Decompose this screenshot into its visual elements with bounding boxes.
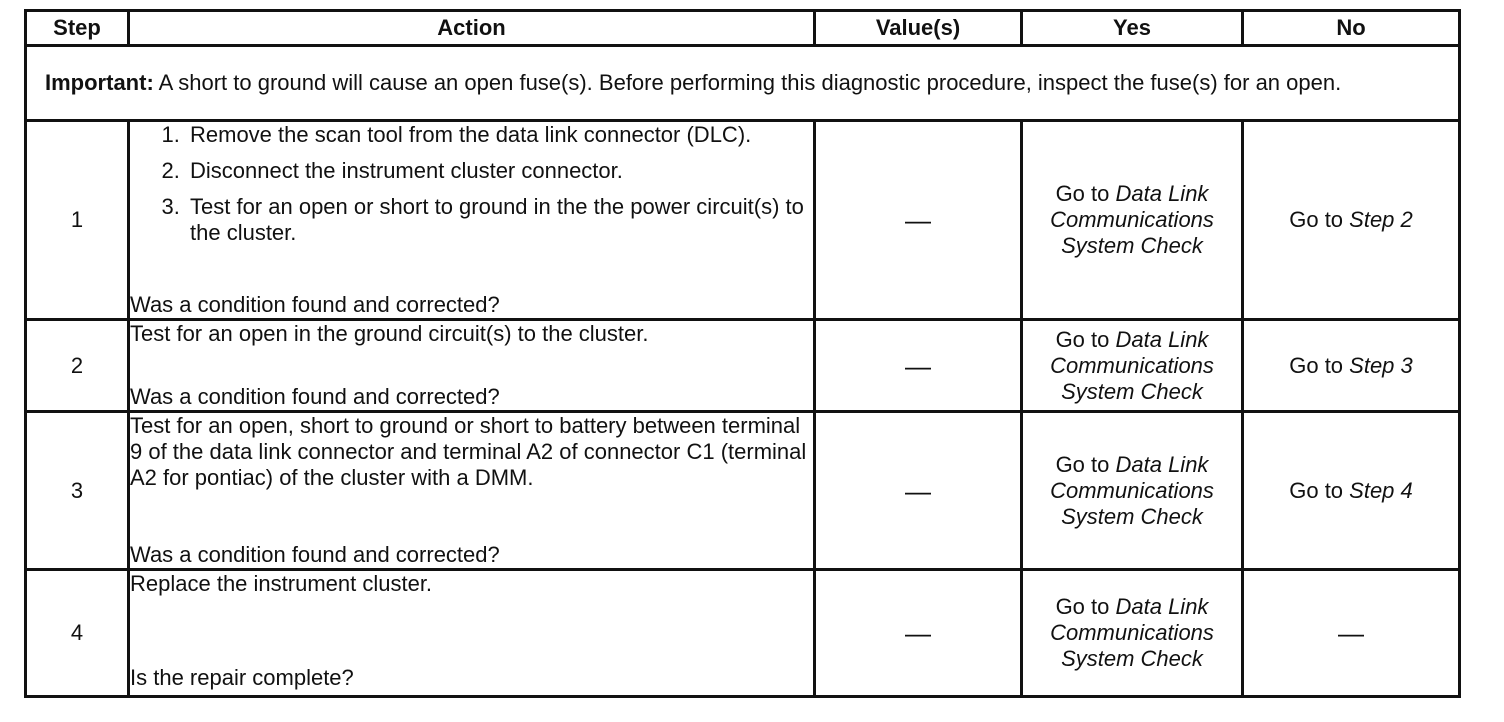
no-reference: Step 3 [1349, 352, 1413, 378]
no-prefix: Go to [1289, 352, 1350, 378]
table-row [26, 121, 1460, 320]
action-question: Was a condition found and corrected? [130, 292, 500, 317]
yes-reference: Data Link Communications System Check [1050, 181, 1214, 258]
action-cell [129, 121, 815, 320]
action-text: Replace the instrument cluster. [130, 571, 433, 596]
action-cell [129, 320, 815, 412]
yes-prefix: Go to [1055, 594, 1116, 619]
action-cell [129, 570, 815, 697]
step-number: 2 [26, 320, 129, 412]
action-question: Was a condition found and corrected? [130, 542, 500, 567]
diagnostic-table [24, 9, 1461, 698]
action-step-item: 2. Disconnect the instrument cluster connector. [186, 158, 813, 184]
yes-cell [1022, 412, 1243, 570]
action-text: Test for an open in the ground circuit(s) to the cluster. [130, 321, 649, 346]
important-text: A short to ground will cause an open fuse(s). Before performing this diagnostic procedure, inspect the fuse(s) for an open. [153, 70, 1342, 95]
value-cell: — [815, 570, 1022, 697]
value-cell: — [815, 412, 1022, 570]
no-reference: Step 4 [1349, 477, 1413, 503]
action-step-item: 1. Remove the scan tool from the data link connector (DLC). [186, 122, 813, 148]
action-steps-list [130, 122, 813, 256]
action-text: Test for an open, short to ground or short to battery between terminal 9 of the data link connector and terminal A2 of connector C1 (terminal A2 for pontiac) of the cluster with a DMM. [130, 413, 807, 490]
no-cell: — [1243, 570, 1460, 697]
header-yes: Yes [1022, 11, 1243, 46]
yes-reference: Data Link Communications System Check [1050, 594, 1214, 671]
step-number: 1 [26, 121, 129, 320]
action-cell [129, 412, 815, 570]
no-prefix: Go to [1289, 207, 1350, 232]
step-number: 3 [26, 412, 129, 570]
action-step-item: 3. Test for an open or short to ground in the the power circuit(s) to the cluster. [186, 194, 813, 246]
action-question: Was a condition found and corrected? [130, 384, 500, 409]
no-cell [1243, 412, 1460, 570]
table-row [26, 320, 1460, 412]
important-label: Important: [45, 70, 154, 95]
no-cell [1243, 121, 1460, 320]
yes-cell [1022, 320, 1243, 412]
important-note-row [26, 46, 1460, 121]
value-cell: — [815, 320, 1022, 412]
yes-reference: Data Link Communications System Check [1050, 326, 1214, 404]
action-question: Is the repair complete? [130, 665, 354, 690]
header-no: No [1243, 11, 1460, 46]
table-row [26, 570, 1460, 697]
yes-reference: Data Link Communications System Check [1050, 451, 1214, 529]
value-cell: — [815, 121, 1022, 320]
yes-prefix: Go to [1055, 326, 1116, 352]
no-cell [1243, 320, 1460, 412]
table-row [26, 412, 1460, 570]
important-note [26, 46, 1460, 121]
yes-prefix: Go to [1055, 451, 1116, 477]
no-prefix: Go to [1289, 477, 1350, 503]
yes-cell [1022, 570, 1243, 697]
header-action: Action [129, 11, 815, 46]
step-number: 4 [26, 570, 129, 697]
header-step: Step [26, 11, 129, 46]
header-values: Value(s) [815, 11, 1022, 46]
yes-prefix: Go to [1055, 181, 1116, 206]
header-row [26, 11, 1460, 46]
no-reference: Step 2 [1349, 207, 1413, 232]
yes-cell [1022, 121, 1243, 320]
